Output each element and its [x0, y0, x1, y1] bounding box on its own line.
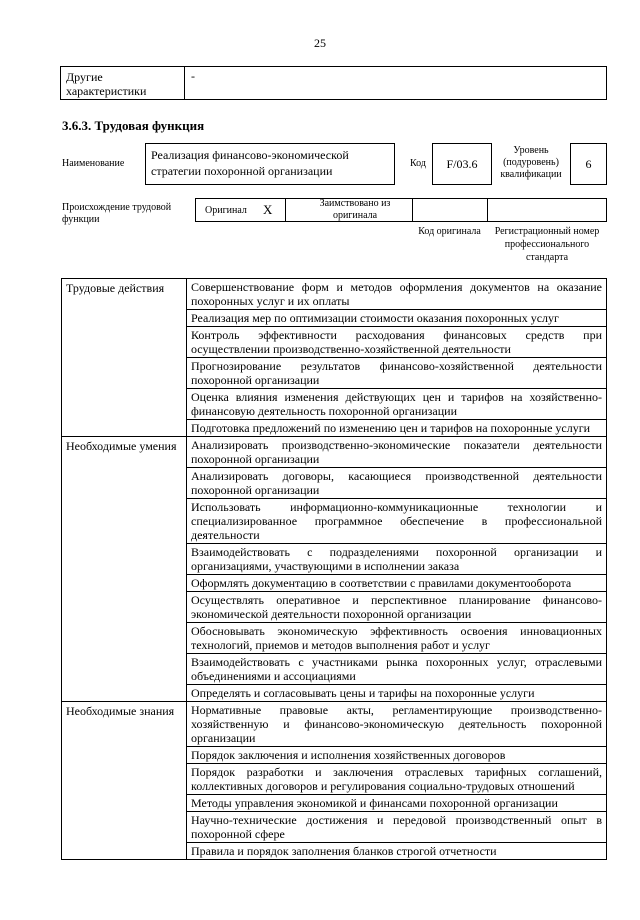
- original-code-caption: Код оригинала: [418, 226, 481, 237]
- level-value: 6: [570, 143, 607, 185]
- section-category: Необходимые знания: [62, 702, 187, 860]
- name-label: Наименование: [62, 158, 125, 169]
- section-item: Подготовка предложений по изменению цен и тарифов на похоронные услуги: [187, 420, 607, 437]
- section-item: Взаимодействовать с участниками рынка похоронных услуг, отраслевыми объединениями и ассоциациями: [187, 654, 607, 685]
- table-row: [62, 437, 607, 468]
- section-item: Контроль эффективности расходования финансовых средств при осуществлении производственно-хозяйственной деятельности: [187, 327, 607, 358]
- code-value: F/03.6: [432, 143, 492, 185]
- table-divider: [285, 199, 286, 221]
- section-item: Оформлять документацию в соответствии с правилами документооборота: [187, 575, 607, 592]
- page-number: 25: [314, 36, 326, 50]
- section-title: 3.6.3. Трудовая функция: [62, 118, 205, 133]
- table-row: [62, 702, 607, 747]
- section-item: Оценка влияния изменения действующих цен и тарифов на хозяйственно-финансовую деятельность похоронной организации: [187, 389, 607, 420]
- code-label: Код: [410, 158, 426, 169]
- section-item: Порядок заключения и исполнения хозяйственных договоров: [187, 747, 607, 764]
- original-mark: X: [263, 202, 273, 217]
- other-characteristics-value: -: [191, 69, 195, 83]
- section-item: Методы управления экономикой и финансами похоронной организации: [187, 795, 607, 812]
- section-item: Прогнозирование результатов финансово-хозяйственной деятельности похоронной организации: [187, 358, 607, 389]
- section-item: Использовать информационно-коммуникационные технологии и специализированное программное обеспечение в профессиональной деятельности: [187, 499, 607, 544]
- section-item: Правила и порядок заполнения бланков строгой отчетности: [187, 843, 607, 860]
- section-item: Научно-технические достижения и передовой производственный опыт в похоронной сфере: [187, 812, 607, 843]
- other-characteristics-label: Другие характеристики: [66, 70, 147, 98]
- table-row: [62, 279, 607, 310]
- section-item: Обосновывать экономическую эффективность освоения инновационных технологий, приемов и методов выполнения работ и услуг: [187, 623, 607, 654]
- table-divider: [184, 67, 185, 99]
- section-item: Взаимодействовать с подразделениями похоронной организации и организациями, участвующими в исполнении заказа: [187, 544, 607, 575]
- section-item: Совершенствование форм и методов оформления документов на оказание похоронных услуг и их оплаты: [187, 279, 607, 310]
- borrowed-label: Заимствовано из оригинала: [319, 198, 391, 221]
- origin-label: Происхождение трудовой функции: [62, 202, 172, 225]
- original-label: Оригинал: [205, 205, 247, 216]
- section-item: Осуществлять оперативное и перспективное планирование финансово-экономической деятельности похоронной организации: [187, 592, 607, 623]
- level-label: Уровень (подуровень) квалификации: [500, 145, 562, 180]
- section-item: Реализация мер по оптимизации стоимости оказания похоронных услуг: [187, 310, 607, 327]
- other-characteristics-table: [60, 66, 607, 100]
- section-category: Трудовые действия: [62, 279, 187, 437]
- function-name-box: [145, 143, 395, 185]
- registration-number-caption: Регистрационный номер профессионального стандарта: [494, 226, 600, 263]
- section-category: Необходимые умения: [62, 437, 187, 702]
- table-divider: [487, 199, 488, 221]
- function-name-value: Реализация финансово-экономической стратегии похоронной организации: [151, 148, 349, 178]
- table-divider: [195, 199, 196, 221]
- section-item: Порядок разработки и заключения отраслевых тарифных соглашений, коллективных договоров и регулирования социально-трудовых отношений: [187, 764, 607, 795]
- section-item: Анализировать производственно-экономические показатели деятельности похоронной организации: [187, 437, 607, 468]
- table-divider: [412, 199, 413, 221]
- section-item: Нормативные правовые акты, регламентирующие производственно-хозяйственную и финансово-экономическую деятельность похоронной организации: [187, 702, 607, 747]
- labor-function-table: [61, 278, 607, 860]
- table-divider: [606, 199, 607, 221]
- section-item: Анализировать договоры, касающиеся производственной деятельности похоронной организации: [187, 468, 607, 499]
- section-item: Определять и согласовывать цены и тарифы на похоронные услуги: [187, 685, 607, 702]
